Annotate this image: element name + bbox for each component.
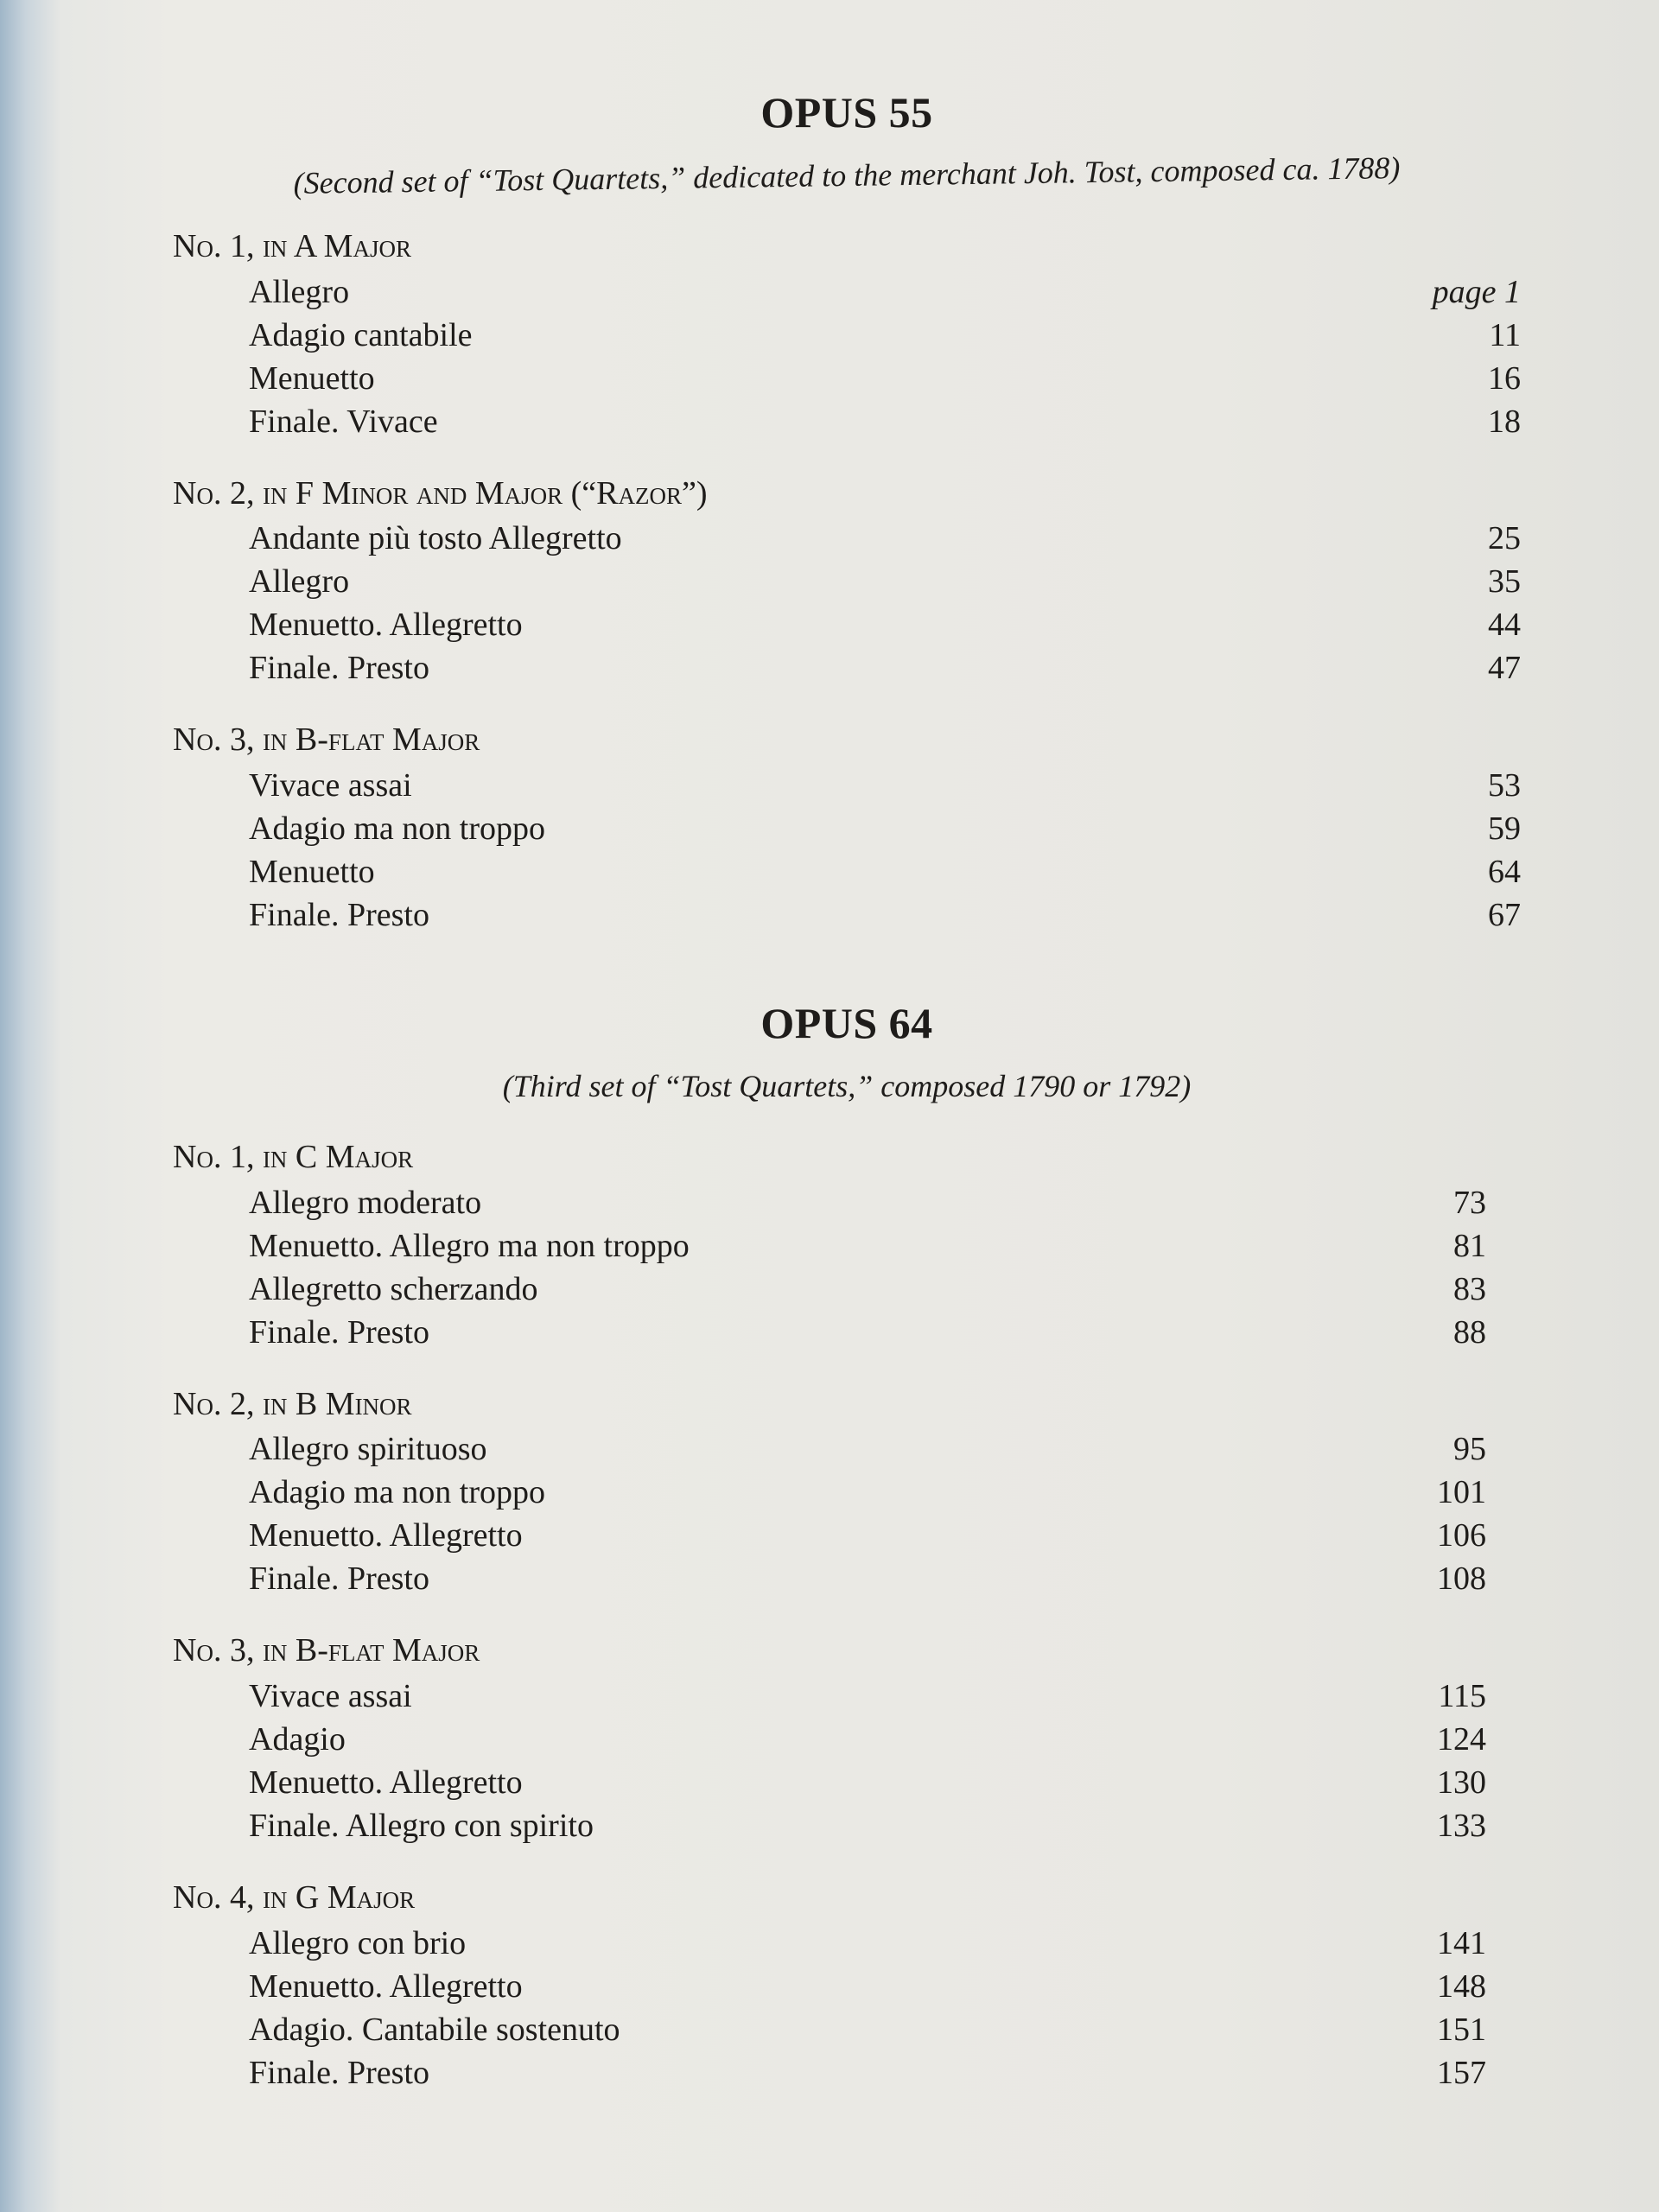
opus-subtitle: (Second set of “Tost Quartets,” dedicated to the merchant Joh. Tost, composed ca. 1788) (293, 150, 1401, 200)
movement-name: Finale. Presto (249, 1560, 429, 1598)
quartet-heading: No. 3, in B-flat Major (173, 1632, 480, 1669)
quartet-entry (173, 227, 1521, 443)
page-number: 25 (1488, 520, 1521, 557)
movement-name: Allegro (249, 563, 350, 601)
page-number: 47 (1488, 650, 1521, 687)
page-number: 130 (1437, 1764, 1486, 1801)
page-number: page 1 (1432, 273, 1521, 310)
page-number: 73 (1453, 1184, 1486, 1221)
movement-row (173, 1718, 1521, 1761)
quartet-entry (173, 1878, 1521, 2094)
page-number: 95 (1453, 1431, 1486, 1468)
page-number: 44 (1488, 607, 1521, 644)
movement-name: Finale. Presto (249, 896, 429, 933)
movement-name: Adagio. Cantabile sostenuto (249, 2011, 620, 2048)
movement-row (173, 560, 1521, 603)
page-number: 101 (1437, 1474, 1486, 1511)
movement-name: Finale. Allegro con spirito (249, 1807, 594, 1844)
movement-row (173, 1181, 1521, 1224)
movement-row (173, 400, 1521, 443)
movement-name: Allegro con brio (249, 1924, 467, 1961)
movement-name: Menuetto. Allegretto (249, 1967, 523, 2005)
movement-name: Menuetto (249, 853, 375, 890)
quartet-entry (173, 1138, 1521, 1354)
page-number: 88 (1453, 1313, 1486, 1351)
movement-name: Adagio ma non troppo (249, 810, 546, 847)
quartet-heading: No. 2, in F Minor and Major (“Razor”) (173, 474, 708, 512)
page-number: 81 (1453, 1227, 1486, 1264)
page-number: 106 (1437, 1517, 1486, 1554)
quartet-heading: No. 4, in G Major (173, 1878, 416, 1916)
page-number: 64 (1488, 853, 1521, 890)
page-number: 115 (1438, 1677, 1486, 1714)
page-number: 83 (1453, 1270, 1486, 1307)
movement-name: Vivace assai (249, 766, 412, 804)
movement-name: Finale. Presto (249, 650, 429, 687)
quartet-heading: No. 1, in A Major (173, 228, 411, 265)
movement-name: Menuetto. Allegretto (249, 607, 523, 644)
movement-row (173, 603, 1521, 646)
quartet-heading: No. 3, in B-flat Major (173, 721, 480, 759)
movement-name: Finale. Presto (249, 1313, 429, 1351)
quartet-entry (173, 1631, 1521, 1847)
page-number: 133 (1437, 1807, 1486, 1844)
page-number: 16 (1488, 359, 1521, 397)
movement-name: Adagio cantabile (249, 316, 473, 353)
movement-name: Adagio ma non troppo (249, 1474, 546, 1511)
quartet-entry (173, 721, 1521, 937)
movement-row (173, 1514, 1521, 1557)
movement-name: Menuetto. Allegretto (249, 1517, 523, 1554)
opus-title: OPUS 55 (760, 88, 933, 137)
opus-title: OPUS 64 (760, 998, 933, 1047)
page-number: 11 (1489, 316, 1521, 353)
movement-row (173, 270, 1521, 314)
movement-row (173, 807, 1521, 850)
movement-row (173, 1675, 1521, 1718)
movement-name: Allegretto scherzando (249, 1270, 538, 1307)
movement-row (173, 357, 1521, 400)
quartet-heading: No. 1, in C Major (173, 1139, 414, 1176)
movement-row (173, 1804, 1521, 1847)
movement-row (173, 1268, 1521, 1311)
table-of-contents-page (173, 86, 1521, 2126)
movement-row (173, 314, 1521, 357)
movement-row (173, 764, 1521, 807)
opus-section (173, 86, 1521, 937)
movement-name: Menuetto. Allegro ma non troppo (249, 1227, 690, 1264)
movement-row (173, 1761, 1521, 1804)
page-number: 53 (1488, 766, 1521, 804)
movement-row (173, 517, 1521, 560)
page-number: 151 (1437, 2011, 1486, 2048)
movement-name: Andante più tosto Allegretto (249, 520, 622, 557)
movement-name: Adagio (249, 1720, 346, 1758)
page-number: 18 (1488, 403, 1521, 440)
quartet-heading: No. 2, in B Minor (173, 1385, 412, 1422)
movement-row (173, 1427, 1521, 1471)
quartet-entry (173, 1385, 1521, 1601)
page-number: 59 (1488, 810, 1521, 847)
page-number: 35 (1488, 563, 1521, 601)
page-number: 108 (1437, 1560, 1486, 1598)
movement-row (173, 646, 1521, 690)
page-number: 157 (1437, 2054, 1486, 2091)
movement-row (173, 893, 1521, 937)
page-number: 141 (1437, 1924, 1486, 1961)
page-number: 124 (1437, 1720, 1486, 1758)
movement-row (173, 2008, 1521, 2051)
movement-row (173, 2051, 1521, 2094)
page-number: 67 (1488, 896, 1521, 933)
movement-name: Vivace assai (249, 1677, 412, 1714)
movement-name: Allegro (249, 273, 350, 310)
movement-name: Menuetto (249, 359, 375, 397)
movement-row (173, 1965, 1521, 2008)
movement-row (173, 1922, 1521, 1965)
movement-row (173, 850, 1521, 893)
movement-name: Allegro spirituoso (249, 1431, 487, 1468)
movement-row (173, 1557, 1521, 1600)
page-number: 148 (1437, 1967, 1486, 2005)
movement-name: Finale. Presto (249, 2054, 429, 2091)
movement-row (173, 1311, 1521, 1354)
quartet-entry (173, 474, 1521, 690)
movement-name: Menuetto. Allegretto (249, 1764, 523, 1801)
movement-row (173, 1224, 1521, 1268)
movement-row (173, 1471, 1521, 1514)
movement-name: Finale. Vivace (249, 403, 438, 440)
opus-subtitle: (Third set of “Tost Quartets,” composed 1790 or 1792) (502, 1068, 1192, 1103)
opus-section (173, 997, 1521, 2094)
movement-name: Allegro moderato (249, 1184, 482, 1221)
